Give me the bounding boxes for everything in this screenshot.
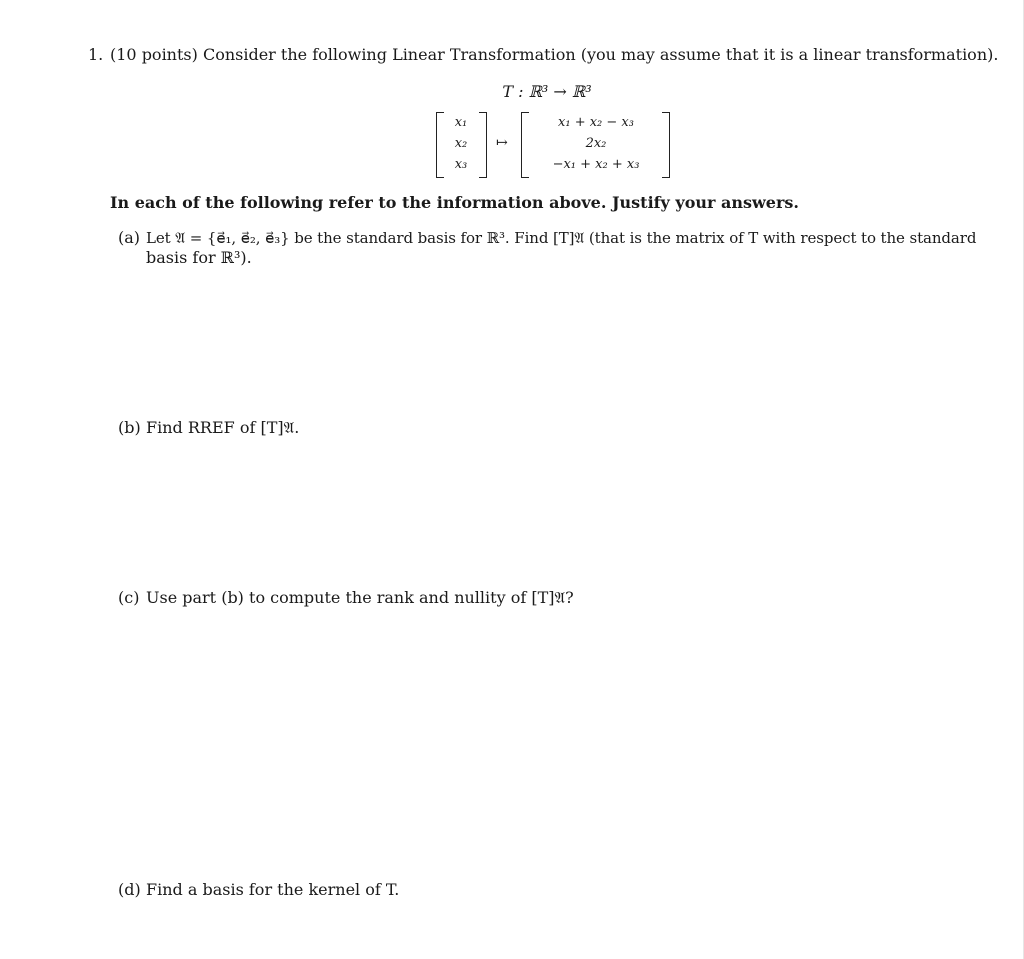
input-x3: x₃: [454, 157, 468, 172]
part-a-text-line1: Let 𝔄 = {e⃗₁, e⃗₂, e⃗₃} be the standard basis for ℝ³. Find [T]𝔄 (that is the matrix of T with respect to the standard: [146, 229, 977, 247]
output-row-1: x₁ + x₂ − x₃: [558, 115, 634, 130]
transformation-signature: T : ℝ³ → ℝ³: [502, 82, 592, 101]
input-x1: x₁: [454, 115, 468, 130]
right-bracket-output: [662, 112, 670, 178]
output-row-3: −x₁ + x₂ + x₃: [552, 157, 640, 172]
part-b-label: (b): [118, 418, 141, 437]
left-bracket-output: [521, 112, 529, 178]
right-bracket-input: [479, 112, 487, 178]
part-d-label: (d): [118, 880, 141, 899]
problem-number: 1.: [88, 45, 104, 64]
input-x2: x₂: [454, 136, 468, 151]
part-a-text-line2: basis for ℝ³).: [146, 248, 252, 267]
part-d-text: Find a basis for the kernel of T.: [146, 880, 400, 899]
problem-intro: (10 points) Consider the following Linear Transformation (you may assume that it is a linear transformation).: [110, 45, 999, 64]
part-c-text: Use part (b) to compute the rank and nullity of [T]𝔄?: [146, 588, 574, 607]
part-a-label: (a): [118, 228, 141, 247]
left-bracket-input: [436, 112, 444, 178]
part-b-text: Find RREF of [T]𝔄.: [146, 418, 300, 437]
part-c-label: (c): [118, 588, 140, 607]
instructions: In each of the following refer to the information above. Justify your answers.: [110, 193, 799, 212]
output-row-2: 2x₂: [585, 136, 607, 151]
maps-to-arrow: ↦: [496, 135, 508, 151]
